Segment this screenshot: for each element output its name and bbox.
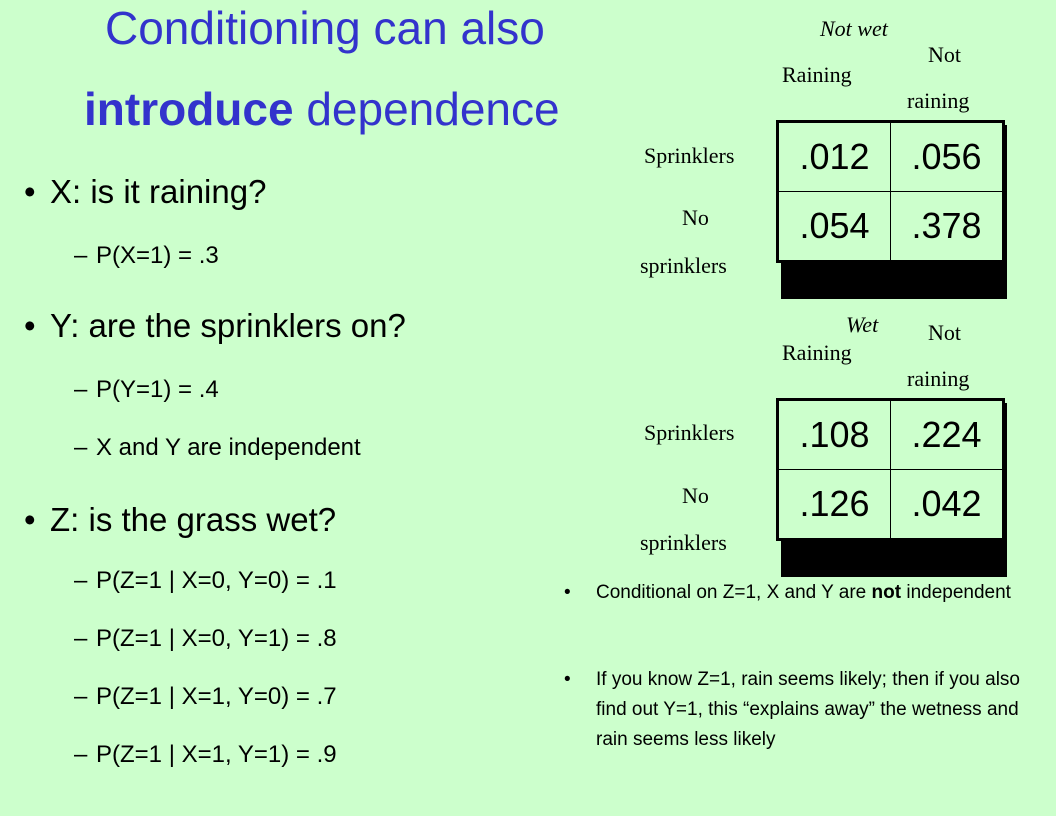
note1-pre: Conditional on Z=1, X and Y are: [596, 582, 872, 603]
col-header-raining-2: raining: [907, 366, 970, 391]
table-condition-wet: Wet: [846, 312, 879, 337]
prob-table-not-wet: [776, 120, 1005, 263]
slide-title-line1: Conditioning can also: [105, 2, 545, 54]
bullet-x: • X: is it raining?: [50, 175, 266, 208]
row-header-sprinklers-2: sprinklers: [640, 253, 727, 278]
col-header-not: Not: [928, 320, 961, 345]
row-header-no: No: [682, 483, 709, 508]
sub-bullet-px: – P(X=1) = .3: [96, 244, 219, 268]
row-header-sprinklers: Sprinklers: [644, 143, 735, 168]
table-condition-not-wet: Not wet: [820, 16, 888, 41]
row-header-no: No: [682, 205, 709, 230]
cell-not-wet-sprinklers-raining: .012: [778, 122, 891, 192]
row-header-sprinklers: Sprinklers: [644, 420, 735, 445]
note-not-independent: [596, 578, 1036, 608]
sub-bullet-pz-10: – P(Z=1 | X=1, Y=0) = .7: [96, 685, 337, 709]
cell-wet-sprinklers-not-raining: .224: [891, 400, 1004, 470]
bullet-z: • Z: is the grass wet?: [50, 503, 336, 536]
cell-wet-no-sprinklers-not-raining: .042: [891, 470, 1004, 540]
col-header-raining: Raining: [782, 340, 852, 365]
sub-bullet-pz-11: – P(Z=1 | X=1, Y=1) = .9: [96, 743, 337, 767]
row-header-sprinklers-2: sprinklers: [640, 530, 727, 555]
col-header-raining-2: raining: [907, 88, 970, 113]
slide-title-line2: [84, 83, 560, 135]
title-rest: dependence: [293, 83, 560, 135]
note1-bold: not: [871, 582, 902, 603]
col-header-raining: Raining: [782, 62, 852, 87]
title-emphasis: introduce: [84, 83, 294, 135]
note-explains-away: • If you know Z=1, rain seems likely; then if you also find out Y=1, this “explains away” the wetness and rain seems less likely: [596, 665, 1036, 755]
prob-table-wet: [776, 398, 1005, 541]
sub-bullet-independent: – X and Y are independent: [96, 436, 361, 460]
cell-not-wet-no-sprinklers-not-raining: .378: [891, 192, 1004, 262]
cell-wet-no-sprinklers-raining: .126: [778, 470, 891, 540]
bullet-y: • Y: are the sprinklers on?: [50, 309, 406, 342]
note1-post: independent: [901, 582, 1011, 603]
cell-wet-sprinklers-raining: .108: [778, 400, 891, 470]
sub-bullet-py: – P(Y=1) = .4: [96, 378, 219, 402]
sub-bullet-pz-00: – P(Z=1 | X=0, Y=0) = .1: [96, 569, 337, 593]
col-header-not: Not: [928, 42, 961, 67]
cell-not-wet-sprinklers-not-raining: .056: [891, 122, 1004, 192]
sub-bullet-pz-01: – P(Z=1 | X=0, Y=1) = .8: [96, 627, 337, 651]
cell-not-wet-no-sprinklers-raining: .054: [778, 192, 891, 262]
